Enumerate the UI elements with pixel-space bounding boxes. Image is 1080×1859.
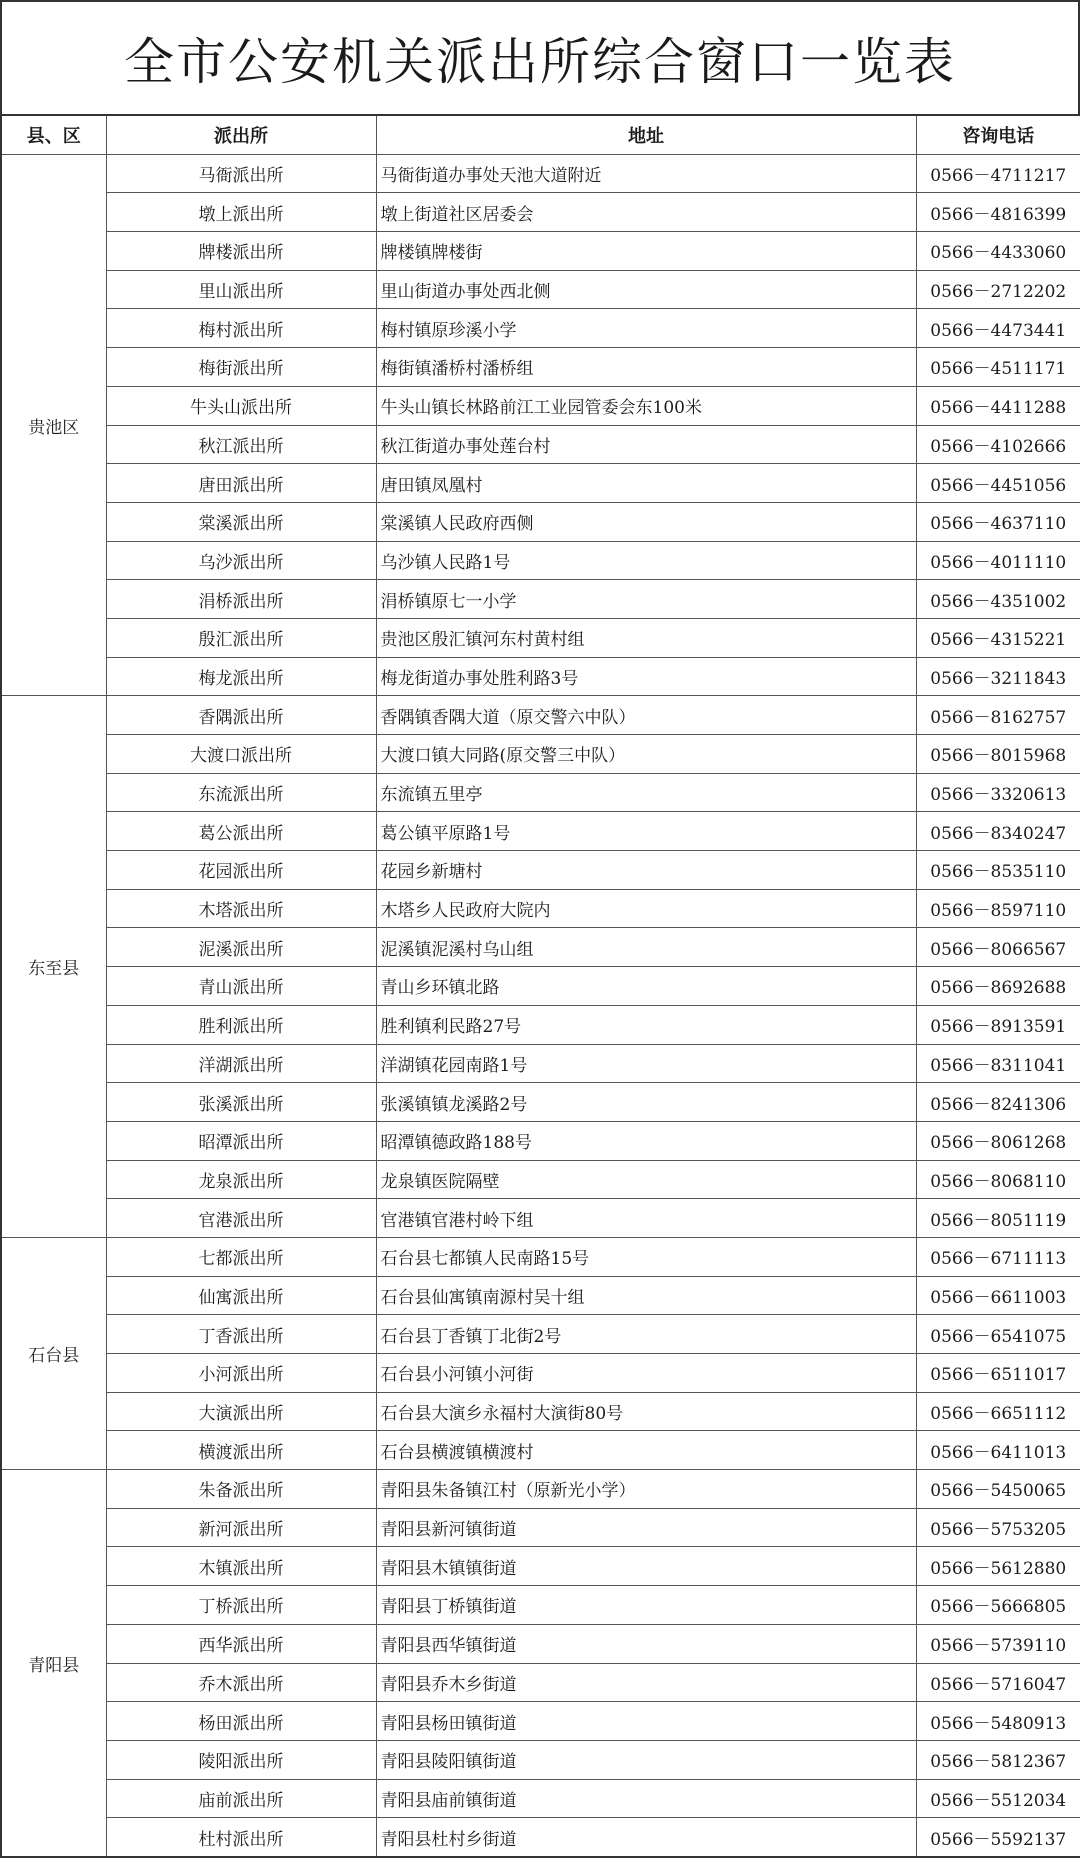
address-cell: 棠溪镇人民政府西侧 <box>376 502 916 541</box>
station-cell: 大渡口派出所 <box>106 735 376 774</box>
address-cell: 青阳县西华镇街道 <box>376 1624 916 1663</box>
table-row <box>1 425 1080 464</box>
address-cell: 梅街镇潘桥村潘桥组 <box>376 348 916 387</box>
county-cell: 贵池区 <box>1 154 106 696</box>
phone-cell: 0566－8535110 <box>916 851 1080 890</box>
address-cell: 牛头山镇长林路前江工业园管委会东100米 <box>376 386 916 425</box>
address-cell: 青阳县杜村乡街道 <box>376 1818 916 1857</box>
station-cell: 梅龙派出所 <box>106 657 376 696</box>
table-row <box>1 1315 1080 1354</box>
table-row <box>1 967 1080 1006</box>
address-cell: 牌楼镇牌楼街 <box>376 232 916 271</box>
address-cell: 青阳县杨田镇街道 <box>376 1702 916 1741</box>
table-row <box>1 889 1080 928</box>
table-row <box>1 1121 1080 1160</box>
table-row <box>1 1702 1080 1741</box>
table-row <box>1 1005 1080 1044</box>
header-row <box>1 115 1080 154</box>
address-cell: 梅龙街道办事处胜利路3号 <box>376 657 916 696</box>
phone-cell: 0566－5716047 <box>916 1663 1080 1702</box>
station-cell: 庙前派出所 <box>106 1779 376 1818</box>
station-cell: 涓桥派出所 <box>106 580 376 619</box>
station-cell: 香隅派出所 <box>106 696 376 735</box>
title-box <box>0 0 1080 114</box>
address-cell: 墩上街道社区居委会 <box>376 193 916 232</box>
phone-cell: 0566－5666805 <box>916 1586 1080 1625</box>
address-cell: 唐田镇凤凰村 <box>376 464 916 503</box>
address-cell: 东流镇五里亭 <box>376 773 916 812</box>
phone-cell: 0566－4011110 <box>916 541 1080 580</box>
phone-cell: 0566－5592137 <box>916 1818 1080 1857</box>
station-cell: 泥溪派出所 <box>106 928 376 967</box>
phone-cell: 0566－5612880 <box>916 1547 1080 1586</box>
header-station: 派出所 <box>106 115 376 154</box>
phone-cell: 0566－8241306 <box>916 1083 1080 1122</box>
table-row <box>1 1470 1080 1509</box>
station-cell: 唐田派出所 <box>106 464 376 503</box>
phone-cell: 0566－3211843 <box>916 657 1080 696</box>
table-row <box>1 541 1080 580</box>
station-cell: 大演派出所 <box>106 1392 376 1431</box>
table-row <box>1 309 1080 348</box>
station-table <box>0 114 1080 1858</box>
county-cell: 石台县 <box>1 1237 106 1469</box>
header-phone: 咨询电话 <box>916 115 1080 154</box>
address-cell: 龙泉镇医院隔壁 <box>376 1160 916 1199</box>
table-row <box>1 851 1080 890</box>
phone-cell: 0566－3320613 <box>916 773 1080 812</box>
table-row <box>1 1044 1080 1083</box>
table-body <box>1 154 1080 1857</box>
table-row <box>1 696 1080 735</box>
address-cell: 贵池区殷汇镇河东村黄村组 <box>376 618 916 657</box>
table-row <box>1 1779 1080 1818</box>
table-row <box>1 735 1080 774</box>
phone-cell: 0566－6511017 <box>916 1354 1080 1393</box>
header-address: 地址 <box>376 115 916 154</box>
address-cell: 青山乡环镇北路 <box>376 967 916 1006</box>
table-row <box>1 618 1080 657</box>
station-cell: 牛头山派出所 <box>106 386 376 425</box>
station-cell: 西华派出所 <box>106 1624 376 1663</box>
station-cell: 马衙派出所 <box>106 154 376 193</box>
phone-cell: 0566－8162757 <box>916 696 1080 735</box>
address-cell: 青阳县丁桥镇街道 <box>376 1586 916 1625</box>
address-cell: 秋江街道办事处莲台村 <box>376 425 916 464</box>
address-cell: 洋湖镇花园南路1号 <box>376 1044 916 1083</box>
address-cell: 昭潭镇德政路188号 <box>376 1121 916 1160</box>
station-cell: 东流派出所 <box>106 773 376 812</box>
phone-cell: 0566－5753205 <box>916 1508 1080 1547</box>
table-row <box>1 1818 1080 1857</box>
station-cell: 杜村派出所 <box>106 1818 376 1857</box>
phone-cell: 0566－8597110 <box>916 889 1080 928</box>
address-cell: 石台县大演乡永福村大演街80号 <box>376 1392 916 1431</box>
phone-cell: 0566－8051119 <box>916 1199 1080 1238</box>
table-row <box>1 386 1080 425</box>
station-cell: 墩上派出所 <box>106 193 376 232</box>
address-cell: 石台县横渡镇横渡村 <box>376 1431 916 1470</box>
station-cell: 官港派出所 <box>106 1199 376 1238</box>
phone-cell: 0566－5512034 <box>916 1779 1080 1818</box>
page-title: 全市公安机关派出所综合窗口一览表 <box>124 33 956 91</box>
county-cell: 东至县 <box>1 696 106 1238</box>
station-cell: 乌沙派出所 <box>106 541 376 580</box>
table-row <box>1 1199 1080 1238</box>
address-cell: 青阳县乔木乡街道 <box>376 1663 916 1702</box>
phone-cell: 0566－4102666 <box>916 425 1080 464</box>
table-row <box>1 1392 1080 1431</box>
station-cell: 牌楼派出所 <box>106 232 376 271</box>
phone-cell: 0566－8340247 <box>916 812 1080 851</box>
county-cell: 青阳县 <box>1 1470 106 1857</box>
table-row <box>1 1508 1080 1547</box>
table-row <box>1 502 1080 541</box>
phone-cell: 0566－4711217 <box>916 154 1080 193</box>
table-row <box>1 232 1080 271</box>
station-cell: 乔木派出所 <box>106 1663 376 1702</box>
table-row <box>1 773 1080 812</box>
phone-cell: 0566－4411288 <box>916 386 1080 425</box>
station-cell: 木塔派出所 <box>106 889 376 928</box>
address-cell: 青阳县庙前镇街道 <box>376 1779 916 1818</box>
address-cell: 石台县七都镇人民南路15号 <box>376 1237 916 1276</box>
address-cell: 大渡口镇大同路(原交警三中队） <box>376 735 916 774</box>
table-row <box>1 1547 1080 1586</box>
station-cell: 胜利派出所 <box>106 1005 376 1044</box>
address-cell: 青阳县朱备镇江村（原新光小学） <box>376 1470 916 1509</box>
station-cell: 朱备派出所 <box>106 1470 376 1509</box>
phone-cell: 0566－5450065 <box>916 1470 1080 1509</box>
station-cell: 殷汇派出所 <box>106 618 376 657</box>
address-cell: 石台县丁香镇丁北街2号 <box>376 1315 916 1354</box>
phone-cell: 0566－8068110 <box>916 1160 1080 1199</box>
station-cell: 小河派出所 <box>106 1354 376 1393</box>
phone-cell: 0566－5739110 <box>916 1624 1080 1663</box>
station-cell: 木镇派出所 <box>106 1547 376 1586</box>
phone-cell: 0566－8311041 <box>916 1044 1080 1083</box>
station-cell: 青山派出所 <box>106 967 376 1006</box>
address-cell: 泥溪镇泥溪村乌山组 <box>376 928 916 967</box>
address-cell: 马衙街道办事处天池大道附近 <box>376 154 916 193</box>
address-cell: 木塔乡人民政府大院内 <box>376 889 916 928</box>
table-row <box>1 1624 1080 1663</box>
table-row <box>1 1083 1080 1122</box>
phone-cell: 0566－4637110 <box>916 502 1080 541</box>
station-cell: 里山派出所 <box>106 270 376 309</box>
station-cell: 龙泉派出所 <box>106 1160 376 1199</box>
address-cell: 涓桥镇原七一小学 <box>376 580 916 619</box>
table-row <box>1 1663 1080 1702</box>
phone-cell: 0566－4315221 <box>916 618 1080 657</box>
station-cell: 张溪派出所 <box>106 1083 376 1122</box>
phone-cell: 0566－8913591 <box>916 1005 1080 1044</box>
phone-cell: 0566－8015968 <box>916 735 1080 774</box>
table-row <box>1 1237 1080 1276</box>
header-county: 县、区 <box>1 115 106 154</box>
table-row <box>1 193 1080 232</box>
station-cell: 昭潭派出所 <box>106 1121 376 1160</box>
station-cell: 杨田派出所 <box>106 1702 376 1741</box>
address-cell: 张溪镇镇龙溪路2号 <box>376 1083 916 1122</box>
address-cell: 青阳县木镇镇街道 <box>376 1547 916 1586</box>
address-cell: 香隅镇香隅大道（原交警六中队） <box>376 696 916 735</box>
station-cell: 梅村派出所 <box>106 309 376 348</box>
station-cell: 横渡派出所 <box>106 1431 376 1470</box>
table-row <box>1 812 1080 851</box>
station-cell: 仙寓派出所 <box>106 1276 376 1315</box>
table-row <box>1 1740 1080 1779</box>
table-row <box>1 1354 1080 1393</box>
station-cell: 秋江派出所 <box>106 425 376 464</box>
station-cell: 新河派出所 <box>106 1508 376 1547</box>
address-cell: 青阳县新河镇街道 <box>376 1508 916 1547</box>
station-cell: 葛公派出所 <box>106 812 376 851</box>
address-cell: 梅村镇原珍溪小学 <box>376 309 916 348</box>
table-row <box>1 928 1080 967</box>
address-cell: 葛公镇平原路1号 <box>376 812 916 851</box>
table-row <box>1 657 1080 696</box>
table-row <box>1 464 1080 503</box>
address-cell: 石台县小河镇小河街 <box>376 1354 916 1393</box>
station-cell: 丁香派出所 <box>106 1315 376 1354</box>
table-row <box>1 270 1080 309</box>
table-row <box>1 1276 1080 1315</box>
address-cell: 乌沙镇人民路1号 <box>376 541 916 580</box>
phone-cell: 0566－4473441 <box>916 309 1080 348</box>
address-cell: 石台县仙寓镇南源村吴十组 <box>376 1276 916 1315</box>
table-row <box>1 1586 1080 1625</box>
address-cell: 青阳县陵阳镇街道 <box>376 1740 916 1779</box>
phone-cell: 0566－5812367 <box>916 1740 1080 1779</box>
station-cell: 陵阳派出所 <box>106 1740 376 1779</box>
address-cell: 胜利镇利民路27号 <box>376 1005 916 1044</box>
phone-cell: 0566－6611003 <box>916 1276 1080 1315</box>
address-cell: 里山街道办事处西北侧 <box>376 270 916 309</box>
address-cell: 官港镇官港村岭下组 <box>376 1199 916 1238</box>
table-row <box>1 154 1080 193</box>
phone-cell: 0566－6711113 <box>916 1237 1080 1276</box>
phone-cell: 0566－6541075 <box>916 1315 1080 1354</box>
address-cell: 花园乡新塘村 <box>376 851 916 890</box>
station-cell: 丁桥派出所 <box>106 1586 376 1625</box>
table-row <box>1 1160 1080 1199</box>
phone-cell: 0566－8692688 <box>916 967 1080 1006</box>
table-row <box>1 580 1080 619</box>
table-row <box>1 348 1080 387</box>
phone-cell: 0566－8066567 <box>916 928 1080 967</box>
station-cell: 花园派出所 <box>106 851 376 890</box>
phone-cell: 0566－4351002 <box>916 580 1080 619</box>
phone-cell: 0566－4451056 <box>916 464 1080 503</box>
phone-cell: 0566－4511171 <box>916 348 1080 387</box>
station-cell: 棠溪派出所 <box>106 502 376 541</box>
phone-cell: 0566－8061268 <box>916 1121 1080 1160</box>
phone-cell: 0566－6651112 <box>916 1392 1080 1431</box>
station-cell: 七都派出所 <box>106 1237 376 1276</box>
station-cell: 梅街派出所 <box>106 348 376 387</box>
table-row <box>1 1431 1080 1470</box>
phone-cell: 0566－5480913 <box>916 1702 1080 1741</box>
phone-cell: 0566－2712202 <box>916 270 1080 309</box>
phone-cell: 0566－4816399 <box>916 193 1080 232</box>
phone-cell: 0566－4433060 <box>916 232 1080 271</box>
station-cell: 洋湖派出所 <box>106 1044 376 1083</box>
phone-cell: 0566－6411013 <box>916 1431 1080 1470</box>
